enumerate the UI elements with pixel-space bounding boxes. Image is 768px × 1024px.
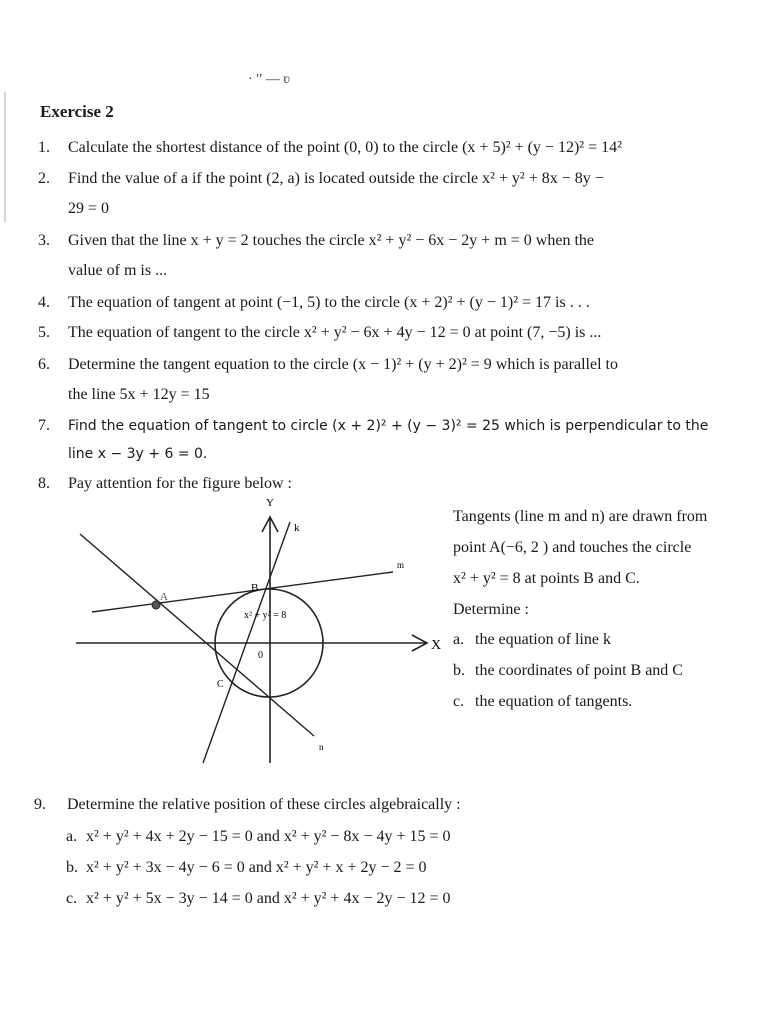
question-number: 4. xyxy=(38,294,50,311)
question-text: The equation of tangent at point (−1, 5) to the circle (x + 2)² + (y − 1)² = 17 is . . . xyxy=(68,294,590,311)
point-b-label: B xyxy=(251,582,259,594)
q9-item-a xyxy=(66,826,451,848)
line-n xyxy=(80,534,314,736)
q8-side-line: x² + y² = 8 at points B and C. xyxy=(453,570,640,587)
item-label: b. xyxy=(453,662,465,679)
question-text: Determine the tangent equation to the circle (x − 1)² + (y + 2)² = 9 which is parallel to xyxy=(68,356,618,373)
question-text: value of m is ... xyxy=(68,262,168,279)
question-number: 7. xyxy=(38,417,50,434)
question-number: 1. xyxy=(38,139,50,156)
item-label: a. xyxy=(66,828,78,845)
exercise-title: Exercise 2 xyxy=(40,102,114,121)
point-a-label: A xyxy=(160,591,168,603)
line-n-label: n xyxy=(319,742,324,752)
item-text: the equation of tangents. xyxy=(475,693,633,710)
q8-item-a xyxy=(453,629,611,651)
question-number: 9. xyxy=(34,796,46,813)
q9-item-c xyxy=(66,888,451,910)
item-label: a. xyxy=(453,631,465,648)
top-mark: · ′′ — ʋ xyxy=(248,72,290,87)
item-text: x² + y² + 3x − 4y − 6 = 0 and x² + y² + x + 2y − 2 = 0 xyxy=(86,859,427,876)
question-text: The equation of tangent to the circle x² + y² − 6x + 4y − 12 = 0 at point (7, −5) is ... xyxy=(68,324,602,341)
question-text: line x − 3y + 6 = 0. xyxy=(68,446,208,462)
line-m-label: m xyxy=(397,560,405,570)
item-text: x² + y² + 5x − 3y − 14 = 0 and x² + y² + 4x − 2y − 12 = 0 xyxy=(86,890,451,907)
origin-label: 0 xyxy=(258,650,263,661)
q8-side-line: point A(−6, 2 ) and touches the circle xyxy=(453,539,692,556)
item-text: x² + y² + 4x + 2y − 15 = 0 and x² + y² − 8x − 4y + 15 = 0 xyxy=(86,828,451,845)
item-label: b. xyxy=(66,859,78,876)
question-number: 3. xyxy=(38,232,50,249)
q8-side-line: Tangents (line m and n) are drawn from xyxy=(453,508,708,525)
axis-y-label: Y xyxy=(266,497,274,509)
question-text: 29 = 0 xyxy=(68,200,110,217)
question-text: Find the equation of tangent to circle (x + 2)² + (y − 3)² = 25 which is perpendicular to the xyxy=(68,418,709,434)
q8-side-line: Determine : xyxy=(453,601,529,618)
item-label: c. xyxy=(66,890,78,907)
point-a-dot xyxy=(152,601,160,609)
question-text: Calculate the shortest distance of the point (0, 0) to the circle (x + 5)² + (y − 12)² = 14² xyxy=(68,139,622,156)
question-number: 8. xyxy=(38,475,50,492)
question-text: Pay attention for the figure below : xyxy=(68,475,292,492)
question-number: 2. xyxy=(38,170,50,187)
point-c-label: C xyxy=(217,679,224,690)
question-text: Find the value of a if the point (2, a) is located outside the circle x² + y² + 8x − 8y − xyxy=(68,170,604,187)
question-number: 6. xyxy=(38,356,50,373)
axis-x-label: X xyxy=(431,638,442,653)
item-text: the equation of line k xyxy=(475,631,611,648)
q8-item-c xyxy=(453,691,632,713)
question-text: Determine the relative position of these circles algebraically : xyxy=(67,796,461,813)
item-label: c. xyxy=(453,693,465,710)
item-text: the coordinates of point B and C xyxy=(475,662,683,679)
question-text: the line 5x + 12y = 15 xyxy=(68,386,210,403)
q8-item-b xyxy=(453,660,683,682)
line-k-label: k xyxy=(294,522,300,534)
q9-item-b xyxy=(66,857,427,879)
line-m xyxy=(92,572,393,612)
question-number: 5. xyxy=(38,324,50,341)
question-text: Given that the line x + y = 2 touches the circle x² + y² − 6x − 2y + m = 0 when the xyxy=(68,232,594,249)
circle-label: x² + y² = 8 xyxy=(244,610,287,621)
